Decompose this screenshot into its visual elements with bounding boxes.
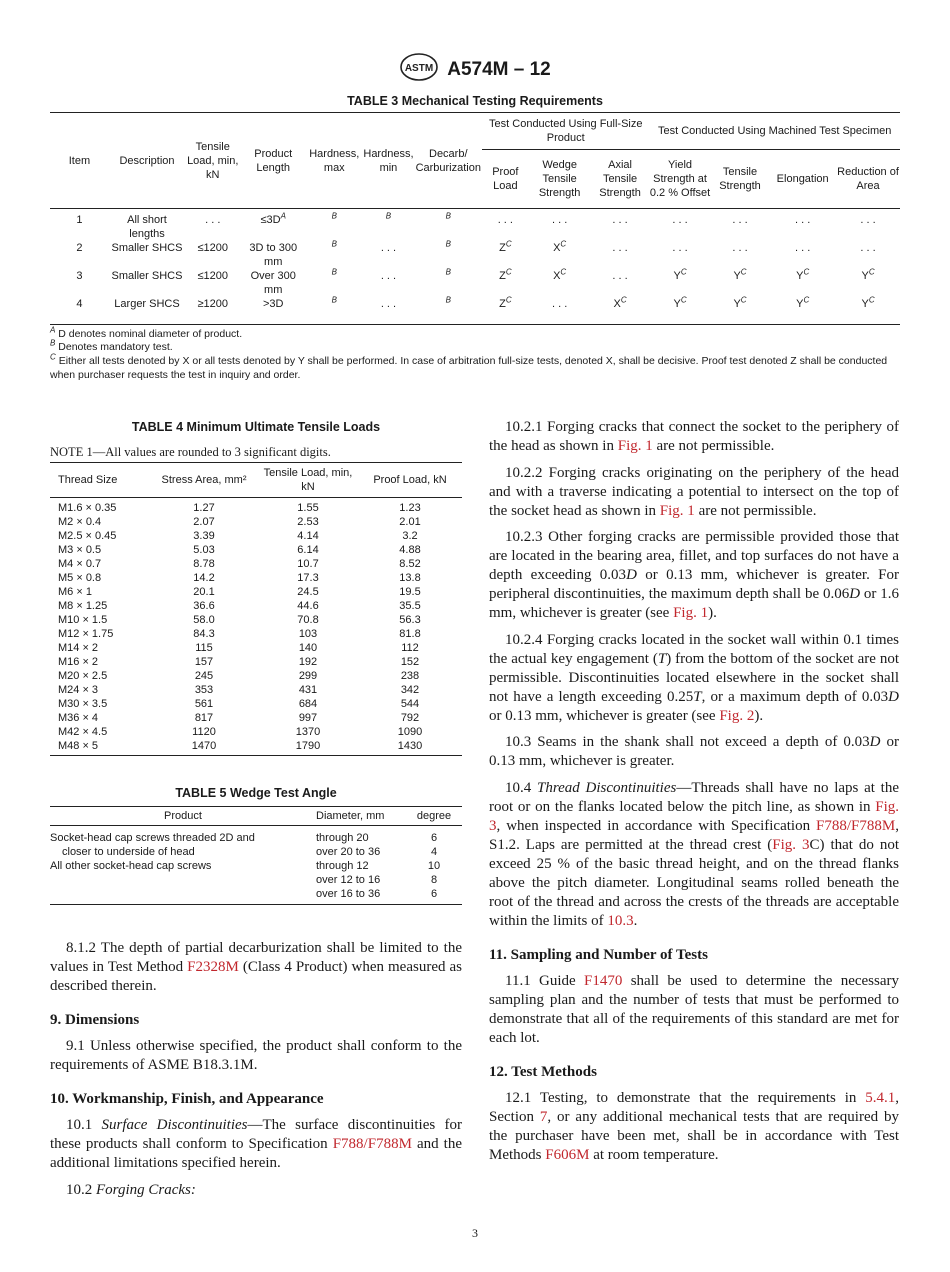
table4: [50, 462, 462, 756]
t4-cell: 245: [194, 670, 214, 682]
t3-header-hardness-max: Hardness, max: [306, 113, 362, 209]
t4-cell: 8.78: [193, 558, 215, 570]
link-10-3[interactable]: 10.3: [607, 912, 634, 929]
t3-cell: B: [306, 297, 362, 325]
t4-cell: 4.14: [297, 530, 319, 542]
t4-cell: M16 × 2: [58, 656, 99, 668]
table-row: [50, 859, 462, 873]
t3-cell: $Z^C$: [499, 239, 512, 254]
t3-cell: $X^C$: [553, 267, 567, 282]
t4-cell: 35.5: [399, 600, 421, 612]
t4-cell: 157: [194, 656, 214, 668]
table-row: [50, 641, 462, 655]
t3-header-axial: Axial Tensile Strength: [591, 150, 650, 209]
t5-cell: over 16 to 36: [316, 887, 406, 905]
section-11-heading: 11. Sampling and Number of Tests: [489, 946, 708, 963]
t4-cell: M5 × 0.8: [58, 572, 102, 584]
t3-cell: ≤1200: [197, 242, 228, 254]
t3-cell: . . .: [860, 214, 876, 226]
t3-cell: Smaller SHCS: [111, 270, 183, 282]
t4-header: Stress Area, mm²: [150, 463, 258, 498]
t3-cell: [240, 209, 306, 242]
t4-cell: 3.39: [193, 530, 215, 542]
table-row: [50, 711, 462, 725]
t5-cell: 8: [430, 874, 438, 886]
para-10-2-1: 10.2.1 Forging cracks that connect the socket to the periphery of the head as shown in Fig. 1 are not permissible.: [489, 419, 899, 454]
t3-header-product-length: Product Length: [240, 113, 306, 209]
t4-cell: M36 × 4: [58, 712, 99, 724]
para-11-1: 11.1 Guide F1470 shall be used to determine the necessary sampling plan and the number of tests that must be performed to demonstrate that all of the requirements of this standard are met for each lot.: [489, 972, 899, 1046]
t3-cell: Over 300 mm: [250, 270, 296, 296]
table-row: [50, 599, 462, 613]
para-10-1: 10.1 Surface Discontinuities—The surface discontinuities for these products shall conform to Specification F788/F788M and the additional limitations specified herein.: [50, 1117, 462, 1171]
table-row: [50, 543, 462, 557]
t3-cell-text: ≤3D: [260, 214, 281, 226]
para-8-1-2: 8.1.2 The depth of partial decarburization shall be limited to the values in Test Method F2328M (Class 4 Product) when measured as described therein.: [50, 940, 462, 994]
link-f606m[interactable]: F606M: [545, 1146, 590, 1163]
t5-cell: 6: [430, 832, 438, 844]
section-12-heading: 12. Test Methods: [489, 1063, 597, 1080]
t4-cell: 58.0: [193, 614, 215, 626]
t3-cell: 3D to 300 mm: [249, 242, 298, 268]
t4-cell: M20 × 2.5: [58, 670, 108, 682]
t4-cell: M6 × 1: [58, 586, 92, 598]
t5-cell: 6: [406, 887, 462, 905]
t3-cell: >3D: [240, 297, 306, 325]
t3-header-tensile: Tensile Strength: [711, 150, 770, 209]
table3: [50, 112, 900, 325]
astm-logo: [399, 52, 439, 87]
t4-cell: 1120: [192, 726, 216, 738]
t5-cell: through 12: [316, 860, 369, 872]
t4-cell: M2.5 × 0.45: [58, 530, 117, 542]
t3-header-yield: Yield Strength at 0.2 % Offset: [649, 150, 710, 209]
t3-cell: . . .: [612, 270, 628, 282]
t3-cell: . . .: [795, 214, 811, 226]
t3-cell: $Z^C$: [482, 297, 528, 325]
link-fig1[interactable]: Fig. 1: [659, 502, 695, 519]
table5-caption: TABLE 5 Wedge Test Angle: [175, 786, 337, 800]
t3-cell: Smaller SHCS: [111, 242, 183, 254]
t4-cell: 792: [400, 712, 420, 724]
t4-cell: 431: [298, 684, 318, 696]
t3-cell: $Y^C$: [711, 297, 770, 325]
table-row: [50, 697, 462, 711]
t4-cell: 152: [400, 656, 420, 668]
footnote-mark: A: [280, 211, 286, 221]
t3-cell: 1: [76, 214, 83, 226]
t4-header: Thread Size: [50, 463, 150, 498]
table5: [50, 806, 462, 905]
t4-cell: 84.3: [193, 628, 215, 640]
table-row: [50, 826, 462, 846]
t3-cell: All short lengths: [127, 214, 167, 240]
footnote-mark: B: [331, 211, 337, 221]
t3-cell: $Y^C$: [769, 297, 836, 325]
t4-cell: 44.6: [297, 600, 319, 612]
t4-cell: 299: [298, 670, 318, 682]
t4-cell: 20.1: [193, 586, 215, 598]
page-number: 3: [472, 1226, 478, 1240]
table-row: [50, 585, 462, 599]
t3-cell: . . .: [612, 242, 628, 254]
t3-cell: $Y^C$: [796, 267, 810, 282]
t5-cell: 4: [430, 846, 438, 858]
t4-cell: 1090: [397, 726, 423, 738]
astm-logo-text: ASTM: [405, 63, 434, 74]
para-10-2-4: 10.2.4 Forging cracks located in the socket wall within 0.1 times the actual key engagement (T) from the bottom of the socket are not permissible. Discontinuities located elsewhere in the socket shall not have a length exceeding 0.25T, or a maximum depth of 0.03D or 0.13 mm, whichever is greater (see Fig. 2).: [489, 631, 899, 724]
t4-cell: 17.3: [297, 572, 319, 584]
t4-cell: 1.27: [193, 502, 215, 514]
t4-cell: 2.01: [399, 516, 421, 528]
table-row: [50, 529, 462, 543]
t5-cell: through 20: [316, 832, 369, 844]
t3-header-description: Description: [109, 113, 185, 209]
t4-cell: 24.5: [297, 586, 319, 598]
t4-cell: 1430: [358, 739, 462, 756]
table3-footnote-c: $^C$ Either all tests denoted by X or all tests denoted by Y shall be performed. In case of arbitration full-size tests, denoted X, shall be decisive. Proof test denoted Z shall be conducted when purchaser requests the test in inquiry and order.: [50, 352, 888, 381]
para-10-2-3: 10.2.3 Other forging cracks are permissible provided those that are located in the bearing area, fillet, and top surfaces do not have a depth exceeding 0.03D or 0.13 mm, whichever is greater. For peripheral discontinuities, the maximum depth shall be 0.06D or 1.6 mm, whichever is greater (see Fig. 1).: [489, 529, 899, 621]
para-10-3: 10.3 Seams in the shank shall not exceed a depth of 0.03D or 0.13 mm, whichever is greater.: [489, 734, 899, 769]
t4-cell: 1370: [295, 726, 321, 738]
table-row: [50, 655, 462, 669]
para-12-1: 12.1 Testing, to demonstrate that the requirements in 5.4.1, Section 7, or any additional mechanical tests that are required by the purchaser have been met, shall be in accordance with Test Methods F606M at room temperature.: [489, 1089, 900, 1163]
t4-cell: 5.03: [193, 544, 215, 556]
t4-cell: 1790: [258, 739, 358, 756]
t3-cell: $X^C$: [591, 297, 650, 325]
t4-cell: 81.8: [399, 628, 421, 640]
t4-cell: M42 × 4.5: [58, 726, 108, 738]
t4-cell: 70.8: [297, 614, 319, 626]
t3-group-full-size: Test Conducted Using Full-Size Product: [482, 113, 649, 150]
link-f2328m[interactable]: F2328M: [187, 959, 239, 975]
t4-cell: 1470: [150, 739, 258, 756]
footnote-mark: B: [385, 211, 392, 221]
t3-cell: B: [331, 267, 337, 277]
t3-cell: $Z^C$: [499, 267, 512, 282]
t4-cell: M12 × 1.75: [58, 628, 114, 640]
t4-cell: M8 × 1.25: [58, 600, 108, 612]
t3-cell: B: [445, 267, 451, 277]
t4-cell: 817: [194, 712, 214, 724]
t5-cell: [50, 873, 316, 887]
t3-header-wedge: Wedge Tensile Strength: [529, 150, 591, 209]
t3-cell: $Y^C$: [673, 267, 687, 282]
link-f1470[interactable]: F1470: [584, 972, 623, 989]
t4-cell: M3 × 0.5: [58, 544, 102, 556]
table3-caption: TABLE 3 Mechanical Testing Requirements: [347, 94, 603, 108]
document-code: A574M – 12: [447, 58, 551, 80]
t4-cell: 36.6: [193, 600, 215, 612]
t3-cell: Larger SHCS: [109, 297, 185, 325]
page-header: [0, 52, 950, 87]
t4-cell: M1.6 × 0.35: [58, 502, 117, 514]
table-row: [50, 269, 900, 297]
t3-cell: . . .: [529, 297, 591, 325]
t3-cell: . . .: [795, 242, 811, 254]
t4-cell: 4.88: [399, 544, 421, 556]
t4-cell: 6.14: [297, 544, 319, 556]
t5-header: degree: [406, 807, 462, 826]
t3-cell: . . .: [552, 214, 568, 226]
t3-cell: . . .: [672, 214, 688, 226]
t3-cell: . . .: [860, 242, 876, 254]
t3-header-decarb: Decarb/ Carburization: [414, 113, 482, 209]
t3-header-reduction: Reduction of Area: [836, 150, 900, 209]
para-9-1: 9.1 Unless otherwise specified, the product shall conform to the requirements of ASME B18.3.1M.: [50, 1038, 462, 1073]
t4-cell: 2.07: [193, 516, 215, 528]
t3-cell: B: [445, 239, 451, 249]
t3-cell: . . .: [380, 242, 397, 254]
table-row: [50, 613, 462, 627]
table-row: [50, 739, 462, 756]
link-f788[interactable]: F788/F788M: [332, 1136, 412, 1152]
table-row: [50, 873, 462, 887]
t4-cell: 112: [401, 642, 419, 654]
t3-cell: 3: [76, 270, 83, 282]
t4-cell: 238: [400, 670, 420, 682]
t4-cell: 8.52: [399, 558, 421, 570]
t3-cell: . . .: [380, 270, 397, 282]
t3-cell: $Y^C$: [836, 297, 900, 325]
table-row: [50, 725, 462, 739]
t4-cell: 192: [298, 656, 318, 668]
link-fig3[interactable]: Fig. 3: [489, 798, 899, 834]
table-row: [50, 669, 462, 683]
table-row: [50, 241, 900, 269]
t3-cell: . . .: [612, 214, 628, 226]
t3-cell: [414, 209, 482, 242]
t3-cell: B: [331, 239, 337, 249]
t5-header: Product: [50, 807, 316, 826]
table-row: [50, 209, 900, 242]
t5-cell: over 12 to 16: [316, 874, 381, 886]
link-fig3[interactable]: Fig. 3: [772, 836, 810, 853]
t3-cell: ≤1200: [197, 270, 228, 282]
t4-cell: 13.8: [399, 572, 421, 584]
t3-cell: 4: [50, 297, 109, 325]
t4-cell: 56.3: [399, 614, 421, 626]
t3-cell: . . .: [672, 242, 688, 254]
table-row: [50, 627, 462, 641]
link-section-7[interactable]: 7: [539, 1108, 548, 1125]
table4-note: NOTE 1—All values are rounded to 3 significant digits.: [50, 445, 331, 459]
t3-header-hardness-min: Hardness, min: [363, 113, 415, 209]
left-column: [50, 939, 462, 1207]
right-column: [489, 418, 899, 1172]
table-row: [50, 887, 462, 905]
link-fig1[interactable]: Fig. 1: [673, 605, 709, 621]
t5-cell: Socket-head cap screws threaded 2D and: [50, 832, 255, 844]
section-9-heading: 9. Dimensions: [50, 1012, 140, 1028]
t3-cell: $Y^C$: [861, 267, 875, 282]
table-row: [50, 845, 462, 859]
t4-cell: M10 × 1.5: [58, 614, 108, 626]
table4-body: [50, 498, 462, 756]
link-5-4-1[interactable]: 5.4.1: [865, 1089, 896, 1106]
t4-cell: M2 × 0.4: [58, 516, 102, 528]
table-row: [50, 683, 462, 697]
link-f788[interactable]: F788/F788M: [816, 817, 896, 834]
para-10-2: 10.2 Forging Cracks:: [66, 1181, 196, 1198]
t3-cell: . . .: [497, 214, 513, 226]
t4-cell: 353: [194, 684, 214, 696]
footnote-mark: B: [445, 211, 451, 221]
link-fig1[interactable]: Fig. 1: [617, 438, 653, 454]
t3-cell: 2: [76, 242, 83, 254]
t3-cell: [306, 209, 362, 242]
t5-cell: closer to underside of head: [62, 846, 195, 858]
t3-cell: . . .: [732, 214, 748, 226]
t4-cell: 115: [195, 642, 213, 654]
t4-cell: 997: [298, 712, 318, 724]
t3-header-proof: Proof Load: [482, 150, 528, 209]
table-row: [50, 297, 900, 325]
t4-cell: 1.55: [297, 502, 319, 514]
t4-header: Tensile Load, min, kN: [258, 463, 358, 498]
t5-cell: over 20 to 36: [316, 846, 381, 858]
t3-group-machined: Test Conducted Using Machined Test Specimen: [649, 113, 900, 150]
t3-cell: $X^C$: [553, 239, 567, 254]
t4-cell: 3.2: [402, 530, 418, 542]
t3-cell: B: [414, 297, 482, 325]
section-10-heading: 10. Workmanship, Finish, and Appearance: [50, 1091, 324, 1107]
t3-header-item: Item: [50, 113, 109, 209]
t4-cell: M14 × 2: [58, 642, 99, 654]
t3-cell: [363, 209, 415, 242]
t4-cell: 561: [194, 698, 214, 710]
t4-cell: 140: [298, 642, 318, 654]
t4-cell: 684: [298, 698, 318, 710]
t5-cell: 10: [427, 860, 441, 872]
table-row: [50, 557, 462, 571]
link-fig2[interactable]: Fig. 2: [719, 707, 755, 724]
t3-cell: . . .: [205, 214, 221, 226]
t4-cell: M48 × 5: [50, 739, 150, 756]
t4-cell: 103: [298, 628, 318, 640]
t3-header-elongation: Elongation: [769, 150, 836, 209]
t4-header: Proof Load, kN: [358, 463, 462, 498]
t4-cell: 10.7: [297, 558, 319, 570]
t3-cell: . . .: [363, 297, 415, 325]
t4-cell: 1.23: [399, 502, 421, 514]
t4-cell: 2.53: [297, 516, 319, 528]
t4-cell: 14.2: [193, 572, 215, 584]
t4-cell: 19.5: [399, 586, 421, 598]
t4-cell: M24 × 3: [58, 684, 99, 696]
table-row: [50, 515, 462, 529]
table-row: [50, 498, 462, 516]
t3-cell: $Y^C$: [733, 267, 747, 282]
para-10-2-2: 10.2.2 Forging cracks originating on the periphery of the head and with a traverse indicating a potential to intersect on the top of the socket head as shown in Fig. 1 are not permissible.: [489, 464, 899, 519]
t5-header: Diameter, mm: [316, 807, 406, 826]
t5-cell: [50, 887, 316, 905]
t3-cell: $Y^C$: [649, 297, 710, 325]
t4-cell: M4 × 0.7: [58, 558, 102, 570]
t5-cell: All other socket-head cap screws: [50, 860, 212, 872]
table4-caption: TABLE 4 Minimum Ultimate Tensile Loads: [131, 420, 381, 434]
table3-footnote-a: $^A$ D denotes nominal diameter of product.: [50, 325, 243, 340]
t4-cell: 342: [400, 684, 420, 696]
table3-footnote-b: $^B$ Denotes mandatory test.: [50, 338, 173, 353]
t3-header-tensile-load: Tensile Load, min, kN: [185, 113, 240, 209]
para-10-4: 10.4 Thread Discontinuities—Threads shall have no laps at the root or on the flanks located below the pitch line, as shown in Fig. 3, when inspected in accordance with Specification F788/F788M, S1.2. Laps are permitted at the thread crest (Fig. 3C) that do not exceed 25 % of the basic thread height, and on the thread flanks above the pitch diameter. Longitudinal seams rolled beneath the root of the thread and across the crests of the threads are acceptable within the limits of 10.3.: [489, 779, 900, 929]
table-row: [50, 571, 462, 585]
t3-cell: ≥1200: [185, 297, 240, 325]
t4-cell: 544: [400, 698, 420, 710]
t4-cell: M30 × 3.5: [58, 698, 108, 710]
t3-cell: . . .: [732, 242, 748, 254]
